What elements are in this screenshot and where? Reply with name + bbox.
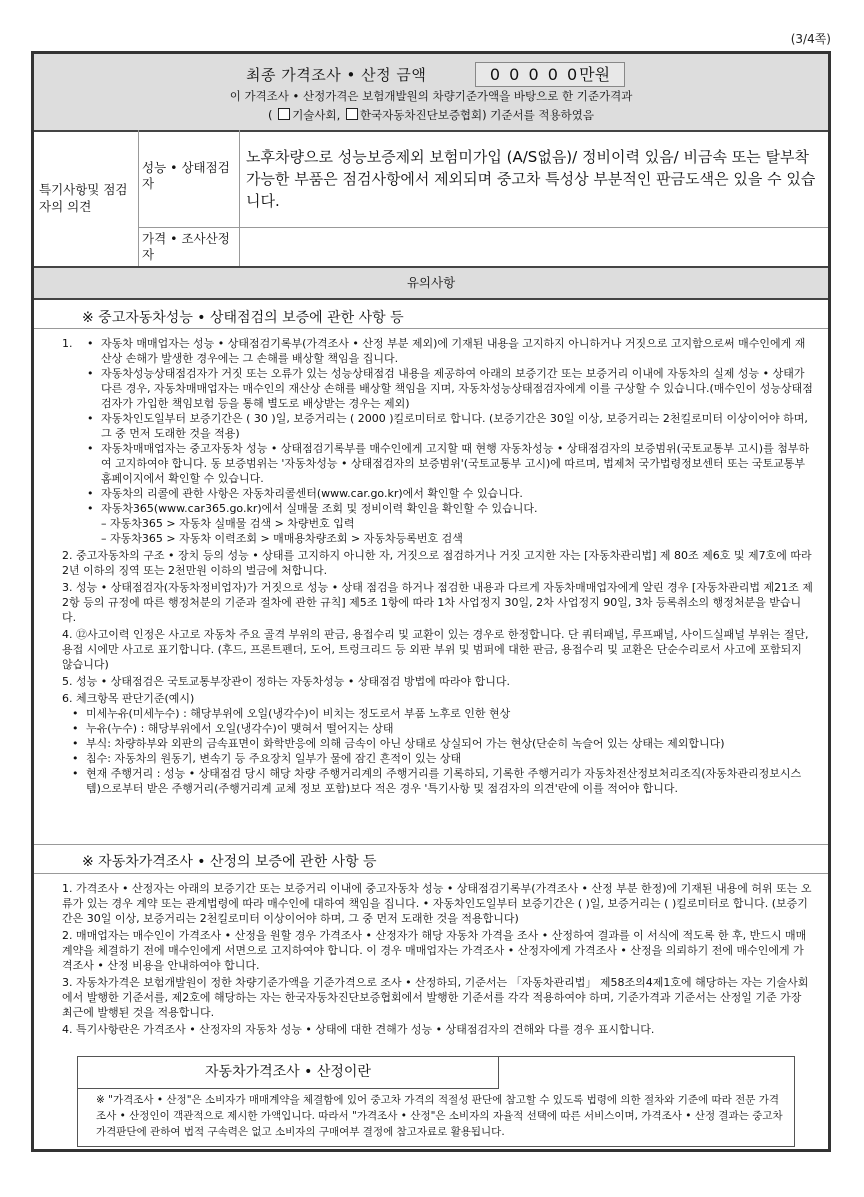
- bullet-item: • 침수: 자동차의 원동기, 변속기 등 주요장치 일부가 물에 잠긴 흔적이 있는 상태: [72, 752, 462, 765]
- bullet-item: • 자동차매매업자는 중고자동차 성능 • 상태점검기록부를 매수인에게 고지할 때 현행 자동차성능 • 상태점검자의 보증범위(국토교통부 고시)를 첨부하여 고지하여야 합니다. 동 보증범위는 '자동차성능 • 상태점검자의 보증범위'(국토교통부 고시)에 따르며, 법제처 국가법령정보센터 또는 국토교통부 홈페이지에서 확인할 수 있습니다.: [87, 442, 810, 485]
- bullet-item: • 자동차성능상태점검자가 거짓 또는 오류가 있는 성능상태점검 내용을 제공하여 아래의 보증기간 또는 보증거리 이내에 자동차의 실제 성능 • 상태가 다른 경우, 자동차매매업자는 매수인의 재산상 손해를 배상할 책임을 지며, 자동차성능상태점검자에게 이를 구상할 수 있습니다.(매수인이 성능상태점검자가 가입한 책임보험 등을 통해 별도로 배상받는 경우는 제외): [87, 367, 813, 410]
- price-amount-box: [475, 62, 625, 87]
- list-item: 4. 특기사항란은 가격조사 • 산정자의 자동차 성능 • 상태에 대한 견해가 성능 • 상태점검자의 견해와 다를 경우 표시합니다.: [62, 1023, 655, 1036]
- form-frame: [31, 51, 831, 1152]
- list-item: 4. ⑫사고이력 인정은 사고로 자동차 주요 골격 부위의 판금, 용접수리 및 교환이 있는 경우로 한정합니다. 단 쿼터패널, 루프패널, 사이드실패널 부위는 절단, 용접 시에만 사고로 표기합니다. (후드, 프론트펜더, 도어, 트렁크리드 등 외판 부위 및 범퍼에 대한 판금, 용접수리 및 교환은 단순수리로서 사고에 포함되지 않습니다): [62, 628, 809, 671]
- bullet-text: 현재 주행거리 : 성능 • 상태점검 당시 해당 차량 주행거리계의 주행거리를 기록하되, 기록한 주행거리가 자동차전산정보처리조직(자동차관리정보시스템)으로부터 받은 주행거리(주행거리계 교체 정보 포함)보다 적은 경우 '특기사항 및 점검자의 의견'란에 이를 적어야 합니다.: [86, 767, 802, 795]
- list-item: 3. 자동차가격은 보험개발원이 정한 차량기준가액을 기준가격으로 조사 • 산정하되, 기준서는 「자동차관리법」 제58조의4제1호에 해당하는 자는 기술사회에서 발행한 기준서를, 제2호에 해당하는 자는 한국자동차진단보증협회에서 발행한 기준서를 각각 적용하여야 하며, 기준가격과 기준서는 산정일 기준 가장 최근에 발행된 것을 적용합니다.: [62, 976, 809, 1019]
- dash-item: – 자동차365 > 자동차 실매물 검색 > 차량번호 입력: [101, 517, 355, 530]
- bullet-item: • 자동차 매매업자는 성능 • 상태점검기록부(가격조사 • 산정 부분 제외)에 기재된 내용을 고지하지 아니하거나 거짓으로 고지함으로써 매수인에게 재산상 손해가 발생한 경우에는 그 손해를 배상할 책임을 집니다.: [87, 337, 806, 365]
- bullet-text: 자동차의 리콜에 관한 사항은 자동차리콜센터(www.car.go.kr)에서 확인할 수 있습니다.: [101, 487, 523, 500]
- bullet-text: 미세누유(미세누수) : 해당부위에 오일(냉각수)이 비치는 정도로서 부품 노후로 인한 현상: [86, 707, 511, 720]
- inspector-opinion[interactable]: 노후차량으로 성능보증제외 보험미가입 (A/S없음)/ 정비이력 있음/ 비금속 또는 탈부착 가능한 부품은 점검사항에서 제외되며 중고차 특성상 부분적인 판금도색은 있을 수 있습니다.: [240, 130, 828, 228]
- bullet-item: • 미세누유(미세누수) : 해당부위에 오일(냉각수)이 비치는 정도로서 부품 노후로 인한 현상: [72, 707, 511, 720]
- price-title: 최종 가격조사 • 산정 금액: [246, 66, 427, 84]
- price-unit: 만원: [579, 65, 611, 84]
- list-item: 6. 체크항목 판단기준(예시): [62, 692, 195, 705]
- bullet-item: • 현재 주행거리 : 성능 • 상태점검 당시 해당 차량 주행거리계의 주행거리를 기록하되, 기록한 주행거리가 자동차전산정보처리조직(자동차관리정보시스템)으로부터 받은 주행거리(주행거리계 교체 정보 포함)보다 적은 경우 '특기사항 및 점검자의 의견'란에 이를 적어야 합니다.: [72, 767, 802, 795]
- price-section: [34, 54, 828, 132]
- list-item: 3. 성능 • 상태점검자(자동차정비업자)가 거짓으로 성능 • 상태 점검을 하거나 점검한 내용과 다르게 자동차매매업자에게 알린 경우 [자동차관리법 제21조 제2항 등의 규정에 따른 행정처분의 기준과 절차에 관한 규칙] 제5조 1항에 따라 1차 사업정지 30일, 2차 사업정지 90일, 3차 등록취소의 행정처분을 받습니다.: [62, 581, 813, 624]
- section1-list: [62, 336, 814, 796]
- list-item: 2. 매매업자는 매수인이 가격조사 • 산정을 원할 경우 가격조사 • 산정자가 해당 자동차 가격을 조사 • 산정하여 결과를 이 서식에 적도록 한 후, 반드시 매매계약을 체결하기 전에 매수인에게 서면으로 고지하여야 합니다. 이 경우 매매업자는 가격조사 • 산정자에게 가격조사 • 산정을 의뢰하기 전에 매수인에게 가격조사 • 산정 비용을 안내하여야 합니다.: [62, 929, 807, 972]
- section1-title: ※ 중고자동차성능 • 상태점검의 보증에 관한 사항 등: [82, 310, 404, 326]
- bullet-item: • 부식: 차량하부와 외판의 금속표면이 화학반응에 의해 금속이 아닌 상태로 상실되어 가는 현상(단순히 녹슬어 있는 상태는 제외합니다): [72, 737, 725, 750]
- opinion-label: 특기사항및 점검자의 의견: [34, 130, 139, 266]
- opinion-section: [34, 130, 828, 268]
- bullet-text: 자동차 매매업자는 성능 • 상태점검기록부(가격조사 • 산정 부분 제외)에 기재된 내용을 고지하지 아니하거나 거짓으로 고지함으로써 매수인에게 재산상 손해가 발생한 경우에는 그 손해를 배상할 책임을 집니다.: [101, 337, 806, 365]
- definition-body: ※ "가격조사 • 산정"은 소비자가 매매계약을 체결함에 있어 중고차 가격의 적절성 판단에 참고할 수 있도록 법령에 의한 절차와 기준에 따라 전문 가격조사 • 산정인이 객관적으로 제시한 가액입니다. 따라서 "가격조사 • 산정"은 소비자의 자율적 선택에 따른 서비스이며, 가격조사 • 산정 결과는 중고차 가격판단에 관하여 법적 구속력은 없고 소비자의 구매여부 결정에 참고자료로 활용됩니다.: [96, 1094, 783, 1138]
- list-item: [62, 336, 814, 546]
- option-diagnosis-association-label: 한국자동차진단보증협회) 기준서를 적용하였음: [359, 108, 594, 122]
- price-description: 이 가격조사 • 산정가격은 보험개발원의 차량기준가액을 바탕으로 한 기준가격과: [229, 89, 633, 103]
- bullet-text: 자동차인도일부터 보증기간은 ( 30 )일, 보증거리는 ( 2000 )킬로미터로 합니다. (보증기간은 30일 이상, 보증거리는 2천킬로미터 이상이어야 하며, 그 중 먼저 도래한 것을 적용): [101, 412, 808, 440]
- appraiser-label: 가격 • 조사산정자: [139, 228, 240, 266]
- definition-title: 자동차가격조사 • 산정이란: [78, 1057, 499, 1089]
- price-standard-line: [34, 107, 828, 123]
- bullet-text: 침수: 자동차의 원동기, 변속기 등 주요장치 일부가 물에 잠긴 흔적이 있는 상태: [86, 752, 462, 765]
- bullet-text: 부식: 차량하부와 외판의 금속표면이 화학반응에 의해 금속이 아닌 상태로 상실되어 가는 현상(단순히 녹슬어 있는 상태는 제외합니다): [86, 737, 725, 750]
- divider: [34, 873, 828, 874]
- bullet-item: • 자동차의 리콜에 관한 사항은 자동차리콜센터(www.car.go.kr)에서 확인할 수 있습니다.: [87, 487, 523, 500]
- dash-item: – 자동차365 > 자동차 이력조회 > 매매용차량조회 > 자동차등록번호 검색: [101, 532, 463, 545]
- bullet-item: • 누유(누수) : 해당부위에서 오일(냉각수)이 맺혀서 떨어지는 상태: [72, 722, 394, 735]
- bullet-item: • 자동차인도일부터 보증기간은 ( 30 )일, 보증거리는 ( 2000 )킬로미터로 합니다. (보증기간은 30일 이상, 보증거리는 2천킬로미터 이상이어야 하며, 그 중 먼저 도래한 것을 적용): [87, 412, 808, 440]
- bullet-text: 누유(누수) : 해당부위에서 오일(냉각수)이 맺혀서 떨어지는 상태: [86, 722, 394, 735]
- bullet-text: 자동차성능상태점검자가 거짓 또는 오류가 있는 성능상태점검 내용을 제공하여 아래의 보증기간 또는 보증거리 이내에 자동차의 실제 성능 • 상태가 다른 경우, 자동차매매업자는 매수인의 재산상 손해를 배상할 책임을 지며, 자동차성능상태점검자에게 이를 구상할 수 있습니다.(매수인이 성능상태점검자가 가입한 책임보험 등을 통해 별도로 배상받는 경우는 제외): [101, 367, 813, 410]
- bullet-text: 자동차매매업자는 중고자동차 성능 • 상태점검기록부를 매수인에게 고지할 때 현행 자동차성능 • 상태점검자의 보증범위(국토교통부 고시)를 첨부하여 고지하여야 합니다. 동 보증범위는 '자동차성능 • 상태점검자의 보증범위'(국토교통부 고시)에 따르며, 법제처 국가법령정보센터 또는 국토교통부 홈페이지에서 확인할 수 있습니다.: [101, 442, 810, 485]
- checkbox-engineers-society[interactable]: [278, 108, 290, 120]
- section2-list: [62, 881, 814, 1037]
- list-item: 5. 성능 • 상태점검은 국토교통부장관이 정하는 자동차성능 • 상태점검 방법에 따라야 합니다.: [62, 675, 510, 688]
- list-item: 2. 중고자동차의 구조 • 장치 등의 성능 • 상태를 고지하지 아니한 자, 거짓으로 점검하거나 거짓 고지한 자는 [자동차관리법] 제 80조 제6호 및 제7호에 따라 2년 이하의 징역 또는 2천만원 이하의 벌금에 처합니다.: [62, 549, 812, 577]
- option-engineers-society-label: 기술사회,: [292, 108, 341, 122]
- list-item: 1. 가격조사 • 산정자는 아래의 보증기간 또는 보증거리 이내에 중고자동차 성능 • 상태점검기록부(가격조사 • 산정 부분 한정)에 기재된 내용에 허위 또는 오류가 있는 경우 계약 또는 관계법령에 따라 매수인에 대하여 책임을 집니다. • 자동차인도일부터 보증기간은 ( )일, 보증거리는 ( )킬로미터로 합니다. (보증기간은 30일 이상, 보증거리는 2천킬로미터 이상이어야 하며, 그 중 먼저 도래한 것을 적용합니다): [62, 882, 812, 925]
- divider: [34, 844, 828, 845]
- definition-box: [77, 1056, 795, 1147]
- section2-title: ※ 자동차가격조사 • 산정의 보증에 관한 사항 등: [82, 854, 377, 870]
- checkbox-diagnosis-association[interactable]: [346, 108, 358, 120]
- bullet-item: • 자동차365(www.car365.go.kr)에서 실매물 조회 및 정비이력 확인을 확인할 수 있습니다.: [87, 502, 538, 515]
- item-number: 1.: [62, 337, 73, 350]
- inspector-label: 성능 • 상태점검자: [139, 130, 240, 228]
- bullet-text: 자동차365(www.car365.go.kr)에서 실매물 조회 및 정비이력 확인을 확인할 수 있습니다.: [101, 502, 538, 515]
- notice-header: 유의사항: [34, 268, 828, 300]
- paren-open: (: [268, 108, 273, 122]
- divider: [34, 328, 828, 329]
- page-number: (3/4쪽): [790, 32, 831, 46]
- price-amount: 0 0 0 0 0: [489, 65, 580, 84]
